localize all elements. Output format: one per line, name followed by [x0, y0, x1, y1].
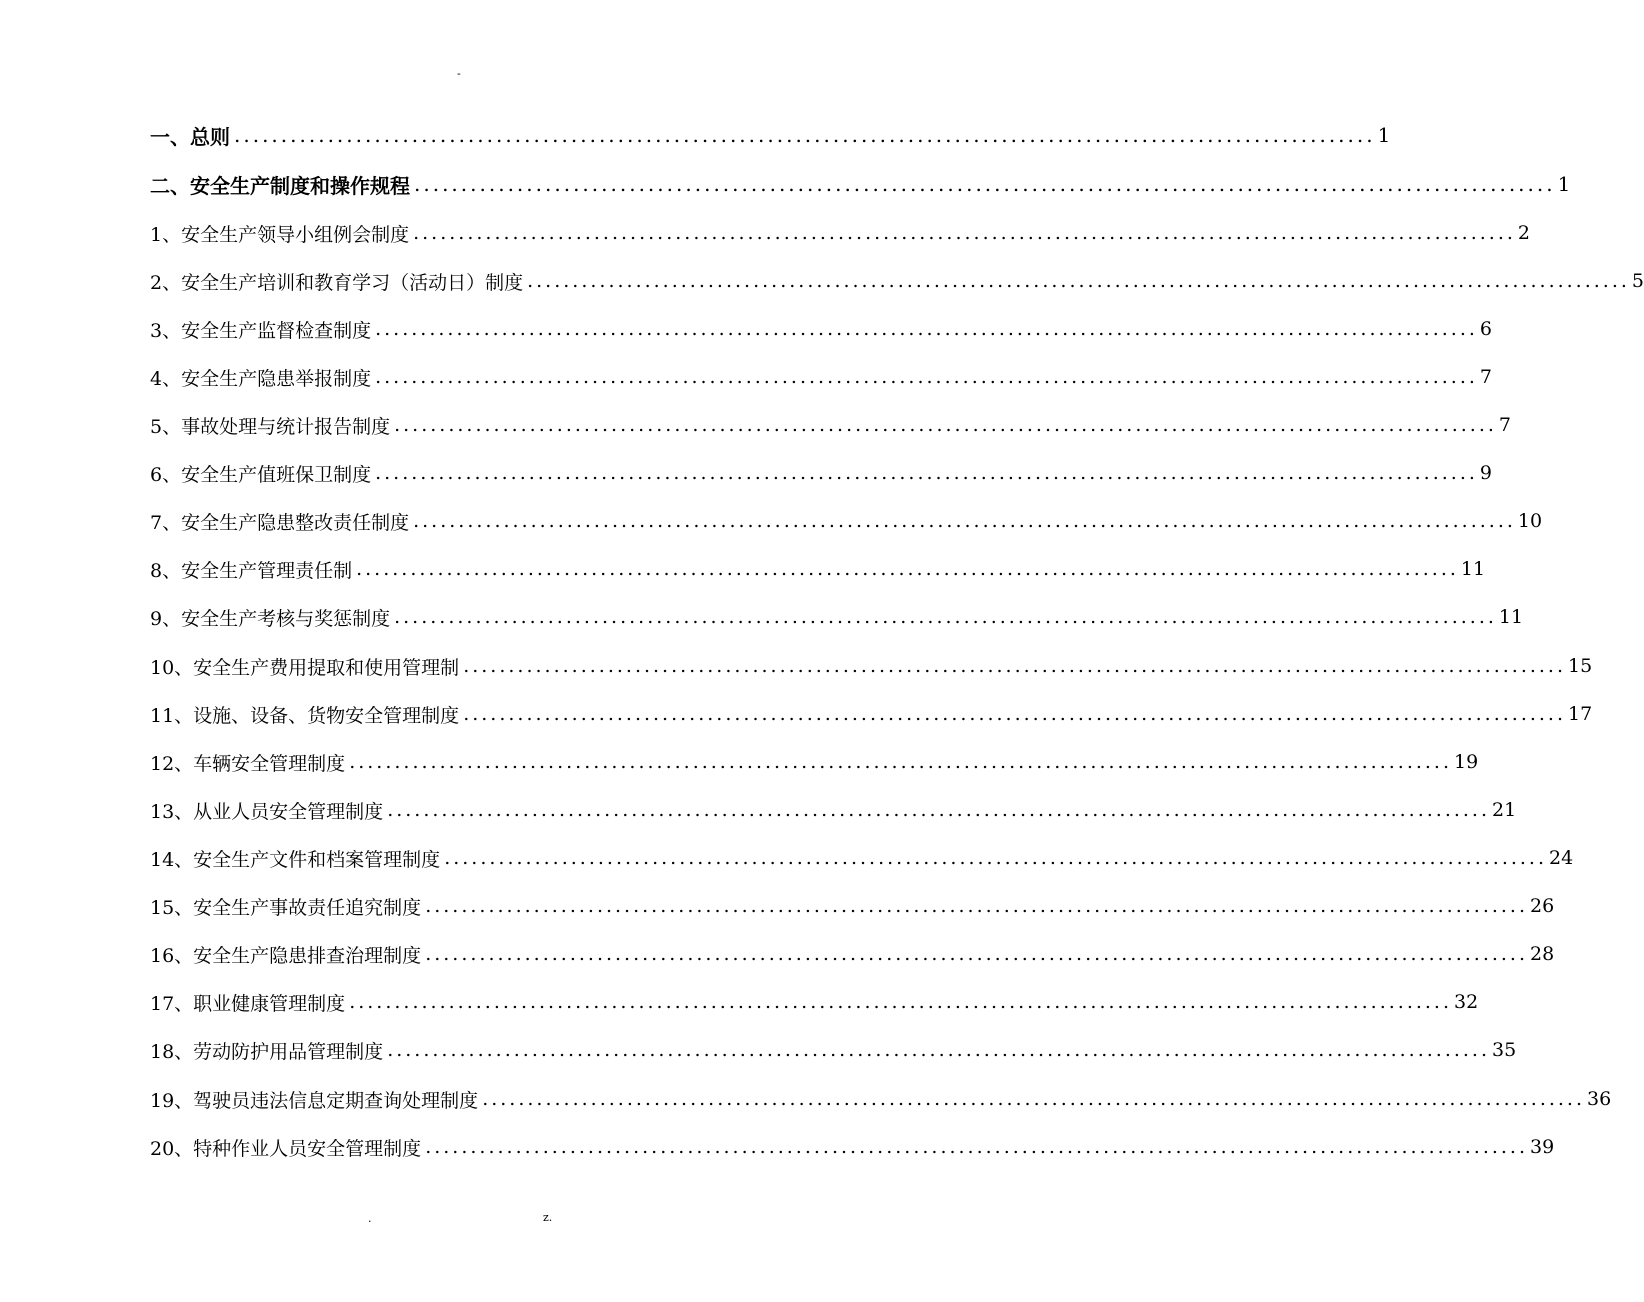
toc-entry-title: 10、安全生产费用提取和使用管理制 — [150, 656, 460, 679]
toc-entry-title: 1、安全生产领导小组例会制度 — [150, 223, 410, 246]
toc-entry[interactable] — [150, 841, 1574, 875]
toc-entry-page: 7 — [1479, 366, 1493, 388]
toc-entry[interactable] — [150, 552, 1486, 586]
toc-entry-title: 11、设施、设备、货物安全管理制度 — [150, 704, 460, 727]
toc-entry-title: 二、安全生产制度和操作规程 — [150, 173, 410, 198]
toc-leader: .......................................................................................................................... — [349, 751, 1453, 773]
toc-entry-page: 11 — [1498, 606, 1524, 628]
footer-mark-right: z. — [543, 1211, 553, 1224]
toc-entry-page: 19 — [1454, 751, 1479, 773]
toc-entry-rules[interactable] — [150, 167, 1571, 201]
toc-leader: .......................................................................................................................... — [234, 123, 1376, 147]
toc-leader: .......................................................................................................................... — [463, 703, 1567, 725]
toc-entry-title: 19、驾驶员违法信息定期查询处理制度 — [150, 1089, 479, 1112]
toc-entry-page: 26 — [1530, 895, 1555, 917]
toc-entry-page: 6 — [1479, 318, 1493, 340]
toc-entry-page: 32 — [1454, 991, 1479, 1013]
toc-entry-title: 16、安全生产隐患排查治理制度 — [150, 944, 422, 967]
toc-entry-page: 5 — [1631, 270, 1644, 292]
toc-entry[interactable] — [150, 1130, 1555, 1164]
toc-entry-page: 21 — [1492, 799, 1517, 821]
toc-entry[interactable] — [150, 1082, 1612, 1116]
toc-entry-general[interactable] — [150, 118, 1391, 152]
toc-entry-title: 20、特种作业人员安全管理制度 — [150, 1137, 422, 1160]
toc-leader: .......................................................................................................................... — [444, 847, 1548, 869]
toc-leader: .......................................................................................................................... — [356, 558, 1459, 580]
toc-leader: .......................................................................................................................... — [349, 991, 1453, 1013]
toc-entry[interactable] — [150, 456, 1493, 490]
toc-entry[interactable] — [150, 649, 1593, 683]
toc-leader: .......................................................................................................................... — [413, 510, 1516, 532]
toc-leader: .......................................................................................................................... — [425, 895, 1529, 917]
toc-entry[interactable] — [150, 697, 1593, 731]
toc-entry[interactable] — [150, 889, 1555, 923]
toc-entry-title: 17、职业健康管理制度 — [150, 992, 346, 1015]
toc-leader: .......................................................................................................................... — [387, 1039, 1491, 1061]
toc-entry[interactable] — [150, 793, 1517, 827]
toc-leader: .......................................................................................................................... — [375, 366, 1478, 388]
toc-entry[interactable] — [150, 985, 1479, 1019]
toc-entry-title: 12、车辆安全管理制度 — [150, 752, 346, 775]
toc-leader: .......................................................................................................................... — [527, 270, 1630, 292]
toc-entry-title: 6、安全生产值班保卫制度 — [150, 463, 372, 486]
toc-entry-title: 18、劳动防护用品管理制度 — [150, 1040, 384, 1063]
toc-entry-title: 7、安全生产隐患整改责任制度 — [150, 511, 410, 534]
toc-entry-title: 8、安全生产管理责任制 — [150, 559, 353, 582]
toc-entry[interactable] — [150, 264, 1644, 298]
toc-entry[interactable] — [150, 408, 1512, 442]
toc-entry-title: 14、安全生产文件和档案管理制度 — [150, 848, 441, 871]
toc-leader: .......................................................................................................................... — [414, 172, 1556, 196]
toc-entry-title: 5、事故处理与统计报告制度 — [150, 415, 391, 438]
toc-entry-page: 28 — [1530, 943, 1555, 965]
toc-entry-page: 1 — [1557, 172, 1571, 196]
toc-entry[interactable] — [150, 360, 1493, 394]
toc-entry-page: 15 — [1568, 655, 1593, 677]
toc-leader: .......................................................................................................................... — [394, 414, 1497, 436]
toc-entry-page: 9 — [1479, 462, 1493, 484]
toc-entry[interactable] — [150, 1033, 1517, 1067]
toc-entry-page: 1 — [1377, 123, 1391, 147]
toc-entry[interactable] — [150, 312, 1493, 346]
toc-entry-title: 2、安全生产培训和教育学习（活动日）制度 — [150, 271, 524, 294]
toc-leader: .......................................................................................................................... — [463, 655, 1567, 677]
toc-entry-page: 10 — [1517, 510, 1543, 532]
toc-leader: .......................................................................................................................... — [425, 943, 1529, 965]
toc-entry-page: 2 — [1517, 222, 1531, 244]
footer-mark-left: . — [368, 1212, 372, 1225]
toc-leader: .......................................................................................................................... — [394, 606, 1497, 628]
toc-leader: .......................................................................................................................... — [482, 1088, 1586, 1110]
toc-entry-page: 7 — [1498, 414, 1512, 436]
toc-leader: .......................................................................................................................... — [375, 318, 1478, 340]
toc-entry-title: 9、安全生产考核与奖惩制度 — [150, 607, 391, 630]
toc-entry-page: 17 — [1568, 703, 1593, 725]
toc-entry[interactable] — [150, 745, 1479, 779]
toc-entry-title: 4、安全生产隐患举报制度 — [150, 367, 372, 390]
toc-entry[interactable] — [150, 216, 1531, 250]
toc-entry-title: 一、总则 — [150, 124, 230, 149]
toc-leader: .......................................................................................................................... — [413, 222, 1516, 244]
header-mark: - — [457, 67, 461, 80]
toc-leader: .......................................................................................................................... — [375, 462, 1478, 484]
toc-entry-page: 11 — [1460, 558, 1486, 580]
toc-entry[interactable] — [150, 600, 1524, 634]
toc-entry-title: 15、安全生产事故责任追究制度 — [150, 896, 422, 919]
toc-entry-page: 35 — [1492, 1039, 1517, 1061]
toc-leader: .......................................................................................................................... — [387, 799, 1491, 821]
toc-entry-page: 24 — [1549, 847, 1574, 869]
toc-entry-title: 3、安全生产监督检查制度 — [150, 319, 372, 342]
toc-entry-page: 36 — [1587, 1088, 1612, 1110]
toc-entry[interactable] — [150, 937, 1555, 971]
toc-entry-title: 13、从业人员安全管理制度 — [150, 800, 384, 823]
toc-entry[interactable] — [150, 504, 1543, 538]
toc-entry-page: 39 — [1530, 1136, 1555, 1158]
toc-leader: .......................................................................................................................... — [425, 1136, 1529, 1158]
